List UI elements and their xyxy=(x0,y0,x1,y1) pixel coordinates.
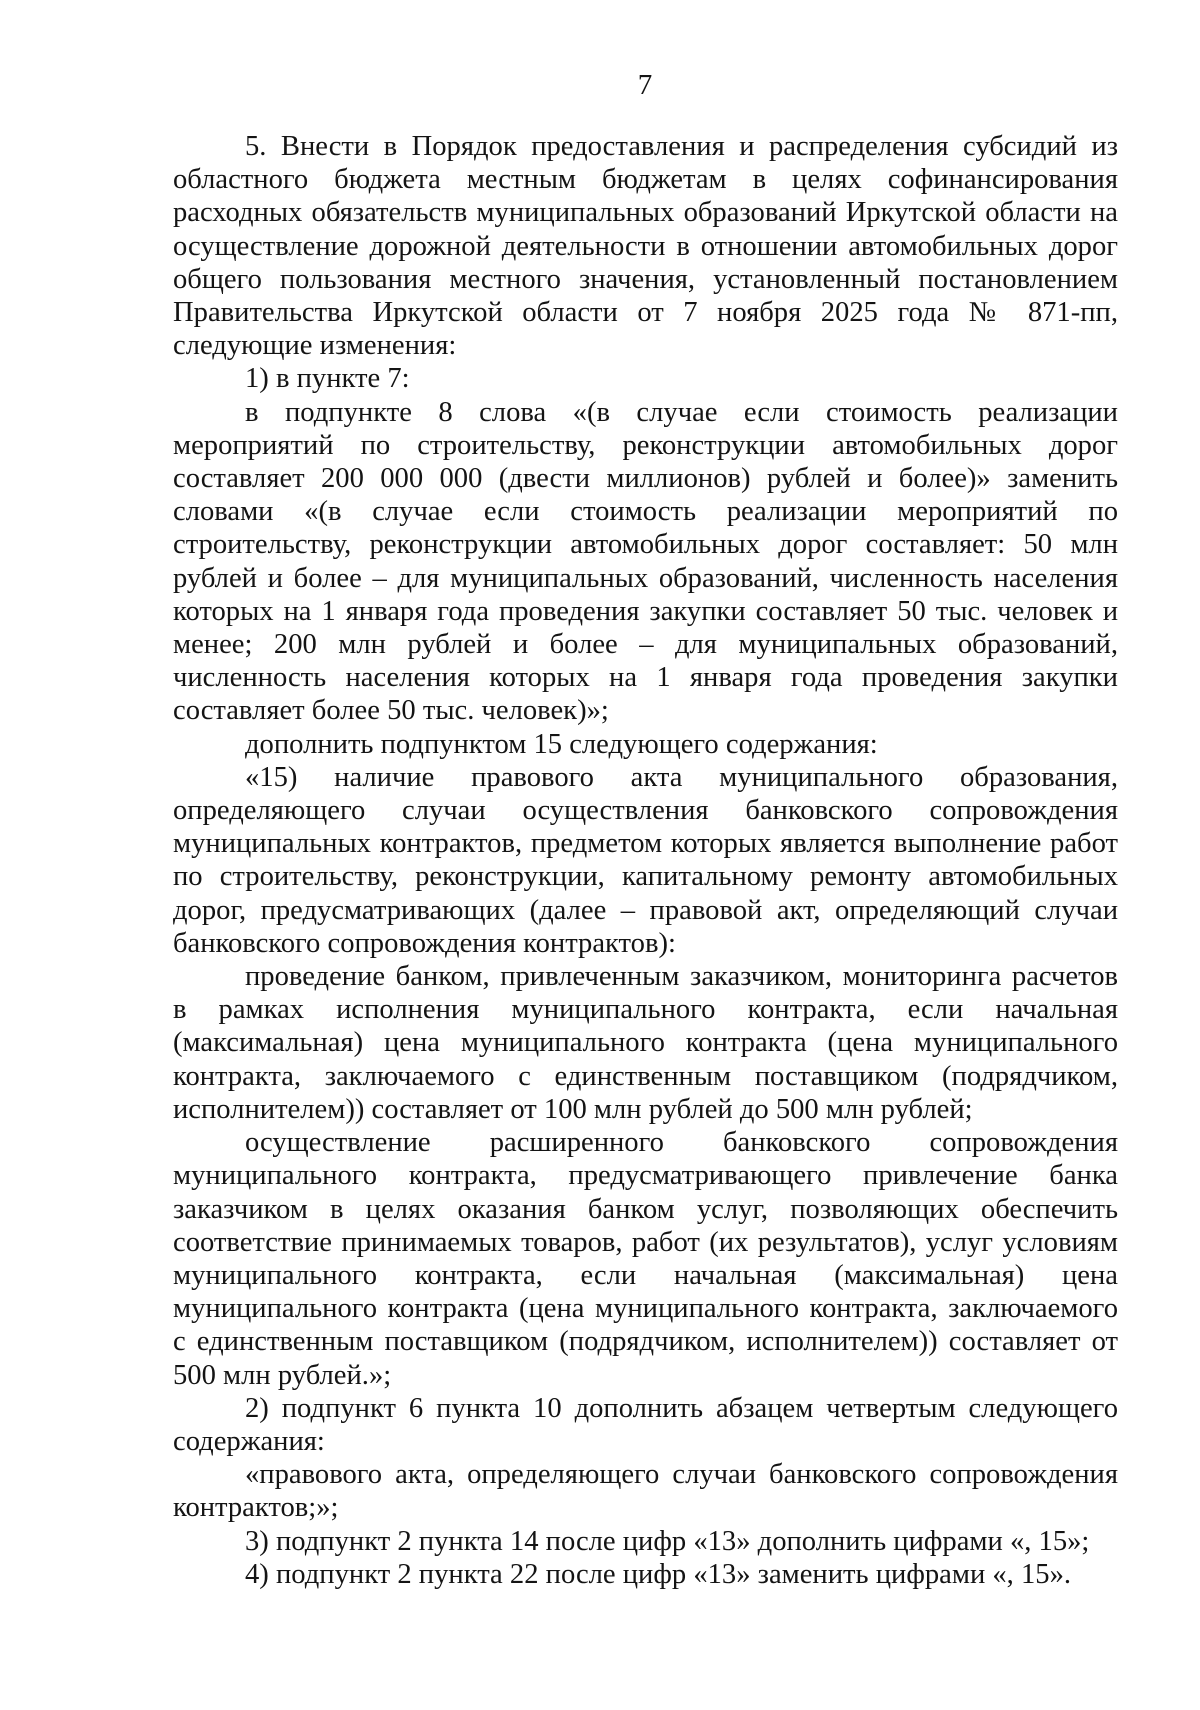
paragraph-subpoint-15-text: «15) наличие правового акта муниципального образования, определяющего случаи осуществления банковского сопровождения муниципальных контрактов, предметом которых является выполнение работ по строительству, реконструкции, капитальному ремонту автомобильных дорог, предусматривающих (далее – правовой акт, определяющий случаи банковского сопровождения контрактов): xyxy=(173,761,1118,959)
paragraph-subitem-3: 3) подпункт 2 пункта 14 после цифр «13» дополнить цифрами «, 15»; xyxy=(245,1525,1090,1557)
paragraph-bank-monitoring: проведение банком, привлеченным заказчиком, мониторинга расчетов в рамках исполнения муниципального контракта, если начальная (максимальная) цена муниципального контракта (цена муниципального контракта, заключаемого с единственным поставщиком (подрядчиком, исполнителем)) составляет от 100 млн рублей до 500 млн рублей; xyxy=(173,961,1118,1125)
paragraph-add-subpoint-15: дополнить подпунктом 15 следующего содержания: xyxy=(245,728,878,760)
paragraph-legal-act-quote: «правового акта, определяющего случаи банковского сопровождения контрактов;»; xyxy=(173,1459,1118,1524)
paragraph-extended-bank-support: осуществление расширенного банковского сопровождения муниципального контракта, предусматривающего привлечение банка заказчиком в целях оказания банком услуг, позволяющих обеспечить соответствие принимаемых товаров, работ (их результатов), услуг условиям муниципального контракта, если начальная (максимальная) цена муниципального контракта (цена муниципального контракта, заключаемого с единственным поставщиком (подрядчиком, исполнителем)) составляет от 500 млн рублей.»; xyxy=(173,1127,1118,1391)
document-body xyxy=(173,130,1118,1591)
page-number: 7 xyxy=(637,69,653,101)
paragraph-subitem-4: 4) подпункт 2 пункта 22 после цифр «13» заменить цифрами «, 15». xyxy=(245,1558,1072,1590)
paragraph-item-5: 5. Внести в Порядок предоставления и распределения субсидий из областного бюджета местным бюджетам в целях софинансирования расходных обязательств муниципальных образований Иркутской области на осуществление дорожной деятельности в отношении автомобильных дорог общего пользования местного значения, установленный постановлением Правительства Иркутской области от 7 ноября 2025 года № 871-пп, следующие изменения: xyxy=(173,131,1118,362)
paragraph-subitem-1: 1) в пункте 7: xyxy=(245,363,410,395)
paragraph-subpoint-8-change: в подпункте 8 слова «(в случае если стоимость реализации мероприятий по строительству, реконструкции автомобильных дорог составляет 200 000 000 (двести миллионов) рублей и более)» заменить словами «(в случае если стоимость реализации мероприятий по строительству, реконструкции автомобильных дорог составляет: 50 млн рублей и более – для муниципальных образований, численность населения которых на 1 января года проведения закупки составляет 50 тыс. человек и менее; 200 млн рублей и более – для муниципальных образований, численность населения которых на 1 января года проведения закупки составляет более 50 тыс. человек)»; xyxy=(173,396,1118,727)
paragraph-subitem-2: 2) подпункт 6 пункта 10 дополнить абзацем четвертым следующего содержания: xyxy=(173,1392,1118,1457)
